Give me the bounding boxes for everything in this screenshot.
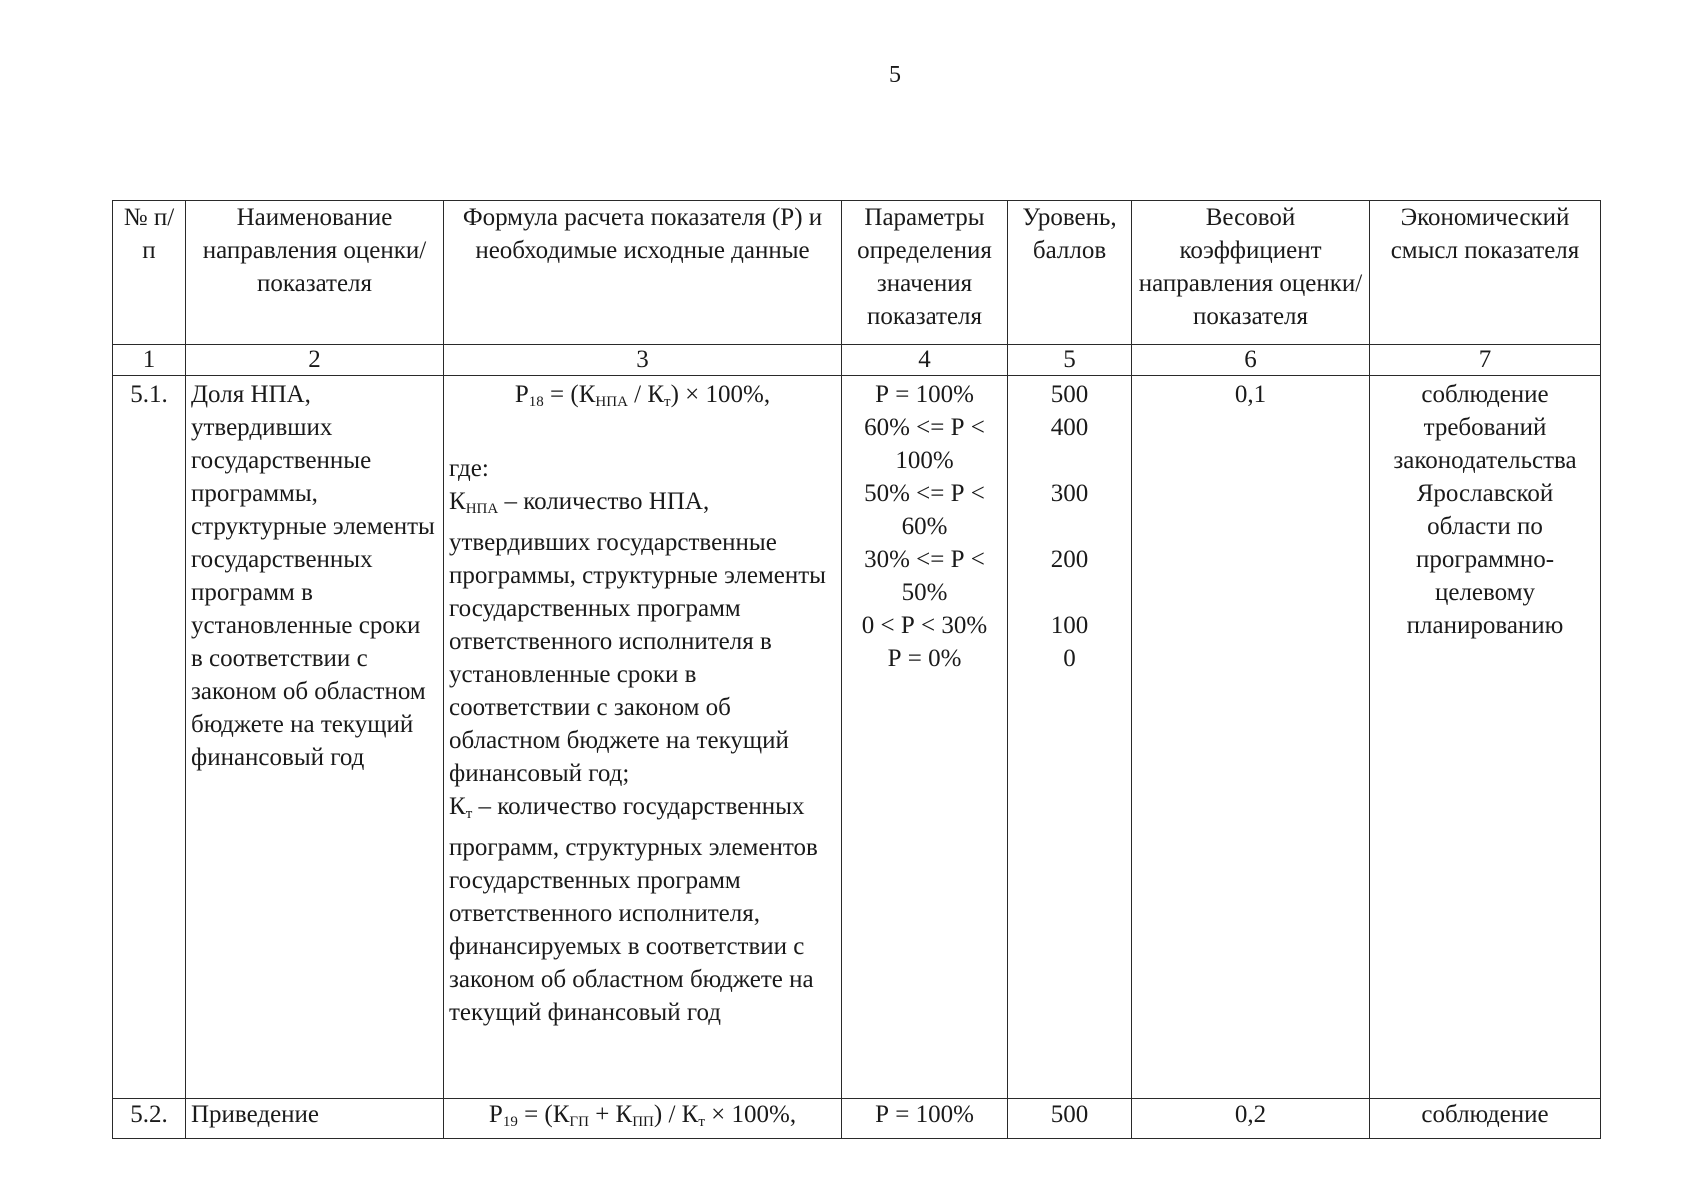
parameter-line: 60% [901, 513, 948, 540]
header-formula: Формула расчета показателя (Р) и необходимые исходные данные [444, 201, 842, 345]
column-number: 3 [444, 345, 842, 376]
formula-main: $Р_{18} = (К_{НПА} / К_т) \times 100\%$, [514, 381, 771, 410]
score-line [1013, 444, 1126, 477]
indicator-name: Доля НПА, утвердивших государственные программы, структурные элементы государственных программ в установленные сроки в соответствии с законом об областном бюджете на текущий финансовый год [186, 376, 444, 1099]
formula-where: где: [449, 455, 489, 482]
score-line [1013, 576, 1126, 609]
indicator-parameters [842, 376, 1008, 1099]
parameter-line: Р = 0% [887, 645, 962, 672]
parameter-line: 100% [895, 447, 954, 474]
header-level: Уровень, баллов [1008, 201, 1132, 345]
parameter-line: Р = 100% [875, 381, 974, 408]
header-name: Наименование направления оценки/показателя [186, 201, 444, 345]
score-line: 0 [1063, 645, 1076, 672]
score-line: 400 [1050, 414, 1089, 441]
row-number: 5.2. [113, 1099, 186, 1139]
indicator-parameters: Р = 100% [842, 1099, 1008, 1139]
column-number: 5 [1008, 345, 1132, 376]
header-weight: Весовой коэффициент направления оценки/показателя [1132, 201, 1370, 345]
indicator-scores: 500 [1008, 1099, 1132, 1139]
score-line: 100 [1050, 612, 1089, 639]
indicator-name: Приведение [186, 1099, 444, 1139]
indicator-meaning: соблюдение [1370, 1099, 1601, 1139]
column-number: 7 [1370, 345, 1601, 376]
score-line: 300 [1050, 480, 1089, 507]
formula-k-t-definition: $К_т$ – количество государственных программ, структурных элементов государственных программ ответственного исполнителя, финансируемых в соответствии с законом об областном бюджете на текущий финансовый год [449, 793, 818, 1026]
score-line: 500 [1050, 381, 1089, 408]
column-number: 4 [842, 345, 1008, 376]
parameter-line: 50% <= Р < [864, 480, 985, 507]
indicator-weight: 0,1 [1132, 376, 1370, 1099]
column-number: 6 [1132, 345, 1370, 376]
header-row [113, 201, 1601, 345]
indicator-meaning: соблюдение требований законодательства Ярославской области по программно-целевому планированию [1370, 376, 1601, 1099]
row-number: 5.1. [113, 376, 186, 1099]
indicator-weight: 0,2 [1132, 1099, 1370, 1139]
table-row [113, 1099, 1601, 1139]
header-meaning: Экономический смысл показателя [1370, 201, 1601, 345]
table-row [113, 376, 1601, 1099]
indicator-scores [1008, 376, 1132, 1099]
column-numbers-row [113, 345, 1601, 376]
parameter-line: 0 < Р < 30% [861, 612, 988, 639]
parameter-line: 50% [901, 579, 948, 606]
score-line [1013, 510, 1126, 543]
parameter-line: 60% <= Р < [864, 414, 985, 441]
column-number: 2 [186, 345, 444, 376]
indicator-formula: $Р_{19} = (К_{ГП} + К_{ПП}) / К_т \times 100\%$, [444, 1099, 842, 1139]
indicators-table [112, 200, 1601, 1139]
parameter-line: 30% <= Р < [864, 546, 985, 573]
formula-k-npa-definition: $К_{НПА}$ – количество НПА, утвердивших государственные программы, структурные элементы государственных программ ответственного исполнителя в установленные сроки в соответствии с законом об областном бюджете на текущий финансовый год; [449, 488, 826, 787]
indicator-formula [444, 376, 842, 1099]
header-num: № п/п [113, 201, 186, 345]
page-number: 5 [889, 62, 901, 88]
header-parameters: Параметры определения значения показателя [842, 201, 1008, 345]
score-line: 200 [1050, 546, 1089, 573]
column-number: 1 [113, 345, 186, 376]
